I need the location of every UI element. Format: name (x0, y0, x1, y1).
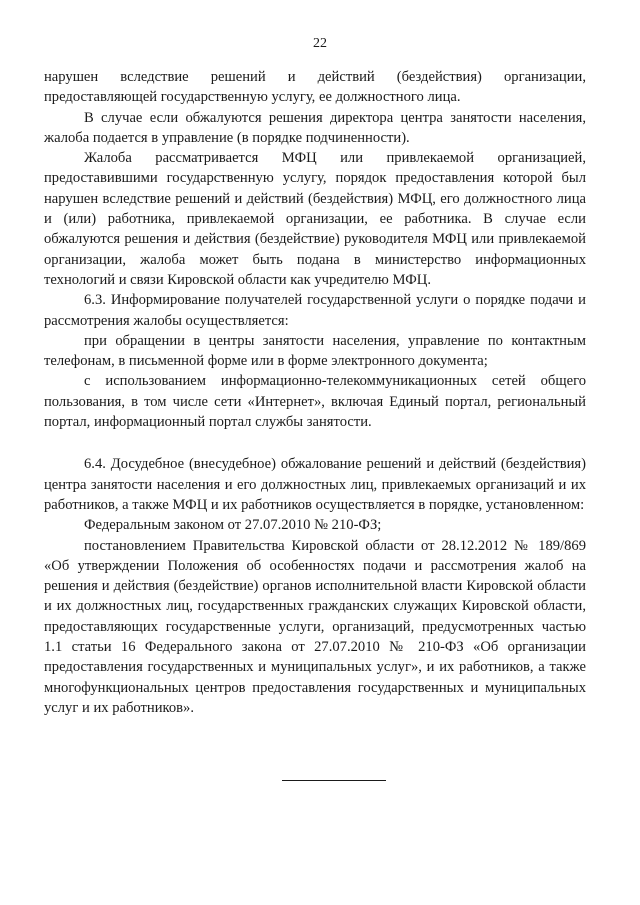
paragraph-director-appeal: В случае если обжалуются решения директора центра занятости населения, жалоба подается в управление (в порядке подчиненности). (44, 109, 586, 146)
paragraph-section-6-3: 6.3. Информирование получателей государственной услуги о порядке подачи и рассмотрения жалобы осуществляется: (44, 292, 586, 329)
document-body (44, 67, 586, 718)
paragraph-federal-law: Федеральным законом от 27.07.2010 № 210-ФЗ; (84, 517, 382, 534)
paragraph-mfc-complaint: Жалоба рассматривается МФЦ или привлекаемой организацией, предоставившими государственную услугу, порядок предоставления которой был нарушен вследствие решений и действий (бездействия) МФЦ, его должностного лица и (или) работника, привлекаемой организации, ее работника. В случае если обжалуются решения и действия (бездействие) руководителя МФЦ или привлекаемой организации, жалоба может быть подана в министерство информационных технологий и связи Кировской области как учредителю МФЦ. (44, 150, 586, 288)
paragraph-section-6-4: 6.4. Досудебное (внесудебное) обжалование решений и действий (бездействия) центра занятости населения и его должностных лиц, привлекаемых организаций и их работников, а также МФЦ и их работников осуществляется в порядке, установленном: (44, 456, 586, 513)
paragraph-internet-portals: с использованием информационно-телекоммуникационных сетей общего пользования, в том числе сети «Интернет», включая Единый портал, региональный портал, информационный портал службы занятости. (44, 373, 586, 431)
paragraph-government-resolution: постановлением Правительства Кировской области от 28.12.2012 № 189/869 «Об утверждении Положения об особенностях подачи и рассмотрения жалоб на решения и действия (бездействие) органов исполнительной власти Кировской области и их должностных лиц, государственных гражданских служащих Кировской области, предоставляющих государственные услуги, организаций, предусмотренных частью 1.1 статьи 16 Федерального закона от 27.07.2010 № 210-ФЗ «Об организации предоставления государственных и муниципальных услуг», и их работников, а также многофункциональных центров предоставления государственных и муниципальных услуг и их работников». (44, 537, 586, 716)
page-number: 22 (313, 36, 327, 51)
paragraph-violation-continuation: нарушен вследствие решений и действий (бездействия) организации, предоставляющей государственную услугу, ее должностного лица. (44, 69, 586, 106)
paragraph-contact-methods: при обращении в центры занятости населения, управление по контактным телефонам, в письменной форме или в форме электронного документа; (44, 332, 586, 370)
end-divider-line (282, 780, 386, 781)
